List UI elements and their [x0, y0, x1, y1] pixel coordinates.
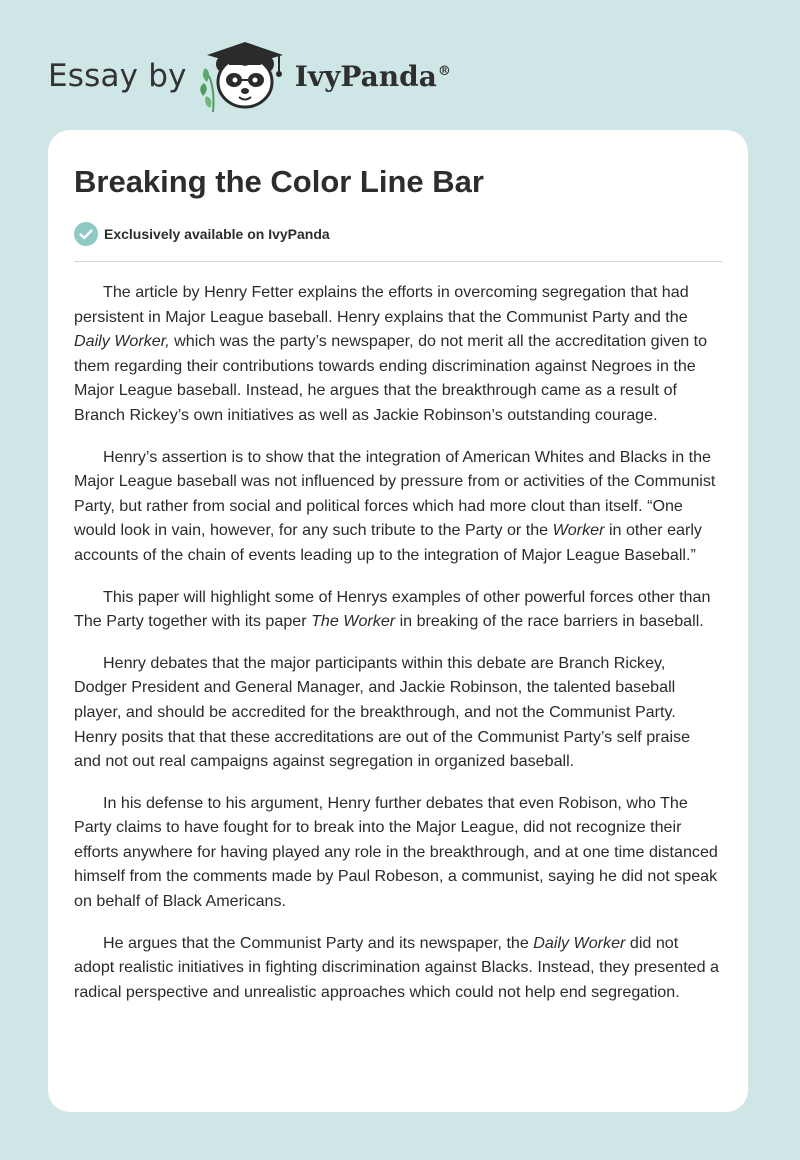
paragraph-1: [74, 280, 720, 428]
paragraph-5: [74, 791, 720, 914]
site-header: [48, 36, 451, 116]
paragraph-1-text-a: The article by Henry Fetter explains the efforts in overcoming segregation that had persistent in Major League baseball. Henry explains that the Communist Party and the: [74, 283, 689, 326]
paragraph-2-text-b: in other early accounts of the chain of events leading up to the integration of Major League Baseball.”: [74, 521, 702, 564]
paragraph-1-text-b: which was the party’s newspaper, do not merit all the accreditation given to them regarding their contributions towards ending discrimination against Negroes in the Major League baseball. Instead, he argues that the breakthrough came as a result of Branch Rickey’s own initiatives as well as Jackie Robinson’s outstanding courage.: [74, 332, 708, 424]
essay-by-label: Essay by: [48, 58, 187, 94]
paragraph-1-italic: Daily Worker,: [74, 332, 170, 351]
paragraph-6-text-a: He argues that the Communist Party and its newspaper, the: [103, 933, 534, 952]
paragraph-2-italic: Worker: [552, 521, 605, 540]
paragraph-6-text-b: did not adopt realistic initiatives in fighting discrimination against Blacks. Instead, they presented a radical perspective and unrealistic approaches which could not help end segregation.: [74, 933, 719, 1001]
paragraph-3-italic: The Worker: [311, 612, 396, 631]
check-circle-icon: [74, 222, 98, 246]
panda-graduate-icon[interactable]: [199, 36, 291, 116]
paragraph-2-text-a: Henry’s assertion is to show that the integration of American Whites and Blacks in the Major League baseball was not influenced by pressure from or activities of the Communist Party, but rather from social and political forces which had more clout than itself. “One would look in vain, however, for any such tribute to the Party or the: [74, 447, 716, 540]
paragraph-3: [74, 585, 720, 634]
paragraph-5-text: In his defense to his argument, Henry further debates that even Robison, who The Party claims to have fought for to break into the Major League, did not recognize their efforts anywhere for having played any role in the breakthrough, and at one time distanced himself from the comments made by Paul Robeson, a communist, saying he did not speak on behalf of Black Americans.: [74, 793, 718, 911]
paragraph-6: [74, 931, 720, 1005]
paragraph-4: [74, 651, 720, 774]
paragraph-3-text-a: This paper will highlight some of Henrys examples of other powerful forces other than The Party together with its paper: [74, 587, 711, 631]
paragraph-3-text-b: in breaking of the race barriers in baseball.: [395, 612, 704, 631]
registered-mark: ®: [437, 64, 451, 80]
essay-body: [74, 280, 720, 1021]
essay-card: [48, 130, 748, 1112]
paragraph-6-italic: Daily Worker: [533, 933, 626, 952]
brand-text: IvyPanda: [294, 59, 437, 93]
exclusive-badge-text: Exclusively available on IvyPanda: [104, 226, 330, 242]
paragraph-2: [74, 445, 720, 568]
brand-name[interactable]: [295, 60, 451, 93]
paragraph-4-text: Henry debates that the major participants within this debate are Branch Rickey, Dodger President and General Manager, and Jackie Robinson, the talented baseball player, and should be accredited for the breakthrough, and not the Communist Party. Henry posits that that these accreditations are out of the Communist Party’s self praise and not out real campaigns against segregation in organized baseball.: [74, 653, 691, 771]
exclusive-badge: [74, 222, 330, 246]
title-divider: [74, 261, 722, 262]
essay-title: Breaking the Color Line Bar: [74, 164, 484, 199]
